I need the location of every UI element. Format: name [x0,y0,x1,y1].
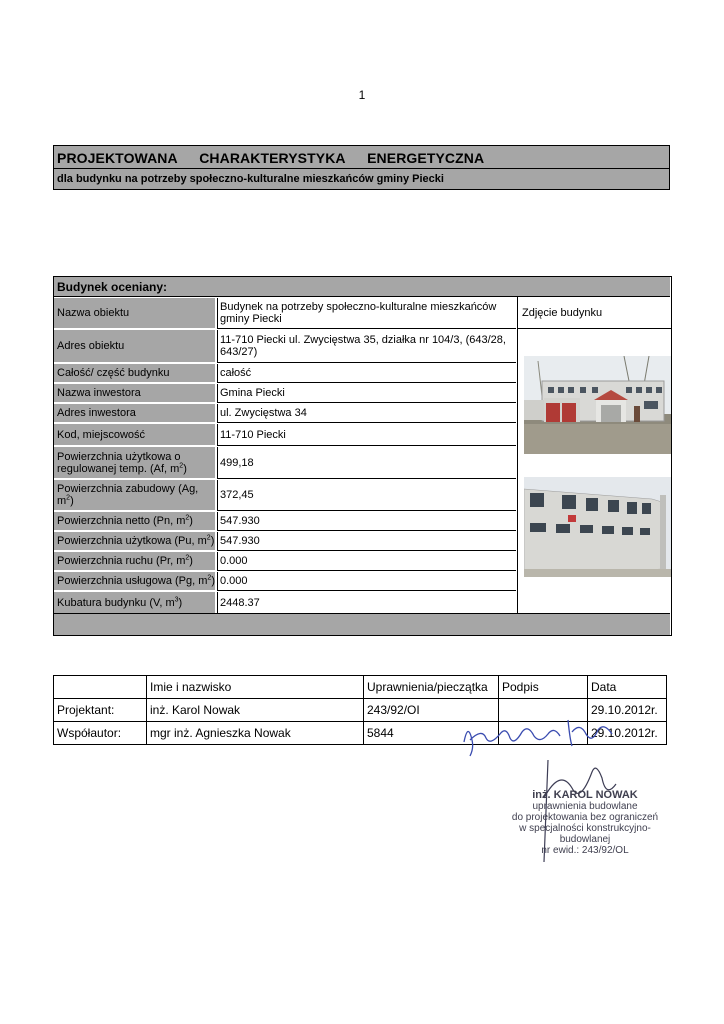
label-object-name: Nazwa obiektu [54,298,215,329]
date-cell: 29.10.2012r. [588,699,667,722]
building-photo-front [524,356,671,454]
building-table [53,276,672,636]
building-section-title: Budynek oceniany: [54,277,670,297]
license-cell: 243/92/OI [364,699,499,722]
photo-label: Zdjęcie budynku [522,307,603,319]
table-header-cell: Uprawnienia/pieczątka [364,676,499,699]
value-investor-address: ul. Zwycięstwa 34 [217,404,516,423]
stamp-line: do projektowania bez ograniczeń [511,812,659,823]
value-object-name: Budynek na potrzeby społeczno-kulturalne mieszkańców gminy Piecki [217,298,516,329]
photo-divider [518,328,671,329]
value-heated-area: 499,18 [217,447,516,479]
building-photo-side [524,477,671,577]
name-cell: mgr inż. Agnieszka Nowak [147,722,364,745]
stamp-line: uprawnienia budowlane [532,801,638,812]
label-investor-address: Adres inwestora [54,404,215,423]
page-number: 1 [358,88,366,102]
label-usable-area: Powierzchnia użytkowa (Pu, $m^2$) [54,532,215,551]
role-cell: Współautor: [54,722,147,745]
label-built-area: Powierzchnia zabudowy (Ag, $m^2$) [54,480,215,511]
document-title: PROJEKTOWANA CHARAKTERYSTYKA ENERGETYCZNA [57,150,485,166]
stamp-line: nr ewid.: 243/92/OL [541,845,629,856]
value-net-area: 547.930 [217,512,516,531]
label-traffic-area: Powierzchnia ruchu (Pr, $m^2$) [54,552,215,571]
name-cell: inż. Karol Nowak [147,699,364,722]
label-investor-name: Nazwa inwestora [54,384,215,403]
table-header-cell: Imie i nazwisko [147,676,364,699]
table-header-cell: Data [588,676,667,699]
document-subtitle: dla budynku na potrzeby społeczno-kulturalne mieszkańców gminy Piecki [57,173,444,185]
header-divider [54,168,669,169]
value-usable-area: 547.930 [217,532,516,551]
value-service-area: 0.000 [217,572,516,591]
handwritten-signature [456,712,626,764]
label-postal-code: Kod, miejscowość [54,424,215,446]
label-volume: Kubatura budynku (V, $m^3$) [54,592,215,613]
value-postal-code: 11-710 Piecki [217,424,516,446]
date-cell: 29.10.2012r. [588,722,667,745]
label-service-area: Powierzchnia usługowa (Pg, $m^2$) [54,572,215,591]
value-whole-part: całość [217,364,516,383]
engineer-stamp [500,790,670,856]
value-built-area: 372,45 [217,480,516,511]
label-whole-part: Całość/ część budynku [54,364,215,383]
value-object-address: 11-710 Piecki ul. Zwycięstwa 35, działka nr 104/3, (643/28, 643/27) [217,330,516,363]
building-footer-bar [54,613,670,635]
table-header-cell [54,676,147,699]
value-volume: 2448.37 [217,592,516,613]
label-heated-area: Powierzchnia użytkowa o regulowanej temp. (Af, $m^2$) [54,447,215,479]
photo-column [517,297,671,613]
label-object-address: Adres obiektu [54,330,215,363]
table-header-cell: Podpis [499,676,588,699]
license-cell: 5844 [364,722,499,745]
stamp-name: inż. KAROL NOWAK [532,789,638,801]
label-net-area: Powierzchnia netto (Pn, $m^2$) [54,512,215,531]
document-header [53,145,670,190]
role-cell: Projektant: [54,699,147,722]
value-investor-name: Gmina Piecki [217,384,516,403]
stamp-line: w specjalności konstrukcyjno-budowlanej [519,823,651,845]
value-traffic-area: 0.000 [217,552,516,571]
table-header-row [54,676,667,699]
